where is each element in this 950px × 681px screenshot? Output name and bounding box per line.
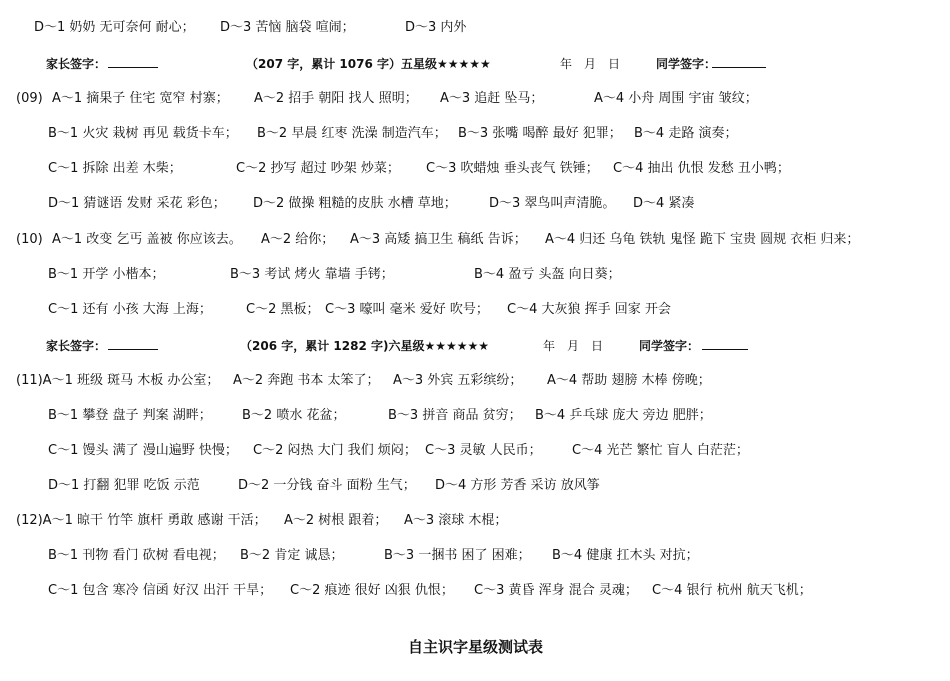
entry-a4: A～4 帮助 翅膀 木棒 傍晚； [547,373,711,388]
entry-d2: D～2 做操 粗糙的皮肤 水槽 草地； [253,196,457,211]
entry-b2: B～2 早晨 红枣 洗澡 制造汽车； [257,126,447,141]
entry-c2: C～2 抄写 超过 吵架 炒菜； [236,161,400,176]
row-12-b [0,546,699,566]
signature-row-6star [0,336,700,356]
entry-a1: A～1 改变 乞丐 盖被 你应该去。 [52,232,242,247]
date-label: 年 月 日 [560,57,621,71]
entry-a3: A～3 追赶 坠马； [440,91,544,106]
entry-a2: A～2 树根 跟着； [284,513,388,528]
page-title [0,617,950,656]
row-09-b [0,124,738,144]
entry-b1: B～1 攀登 盘子 判案 湖畔； [48,408,212,423]
entry-a2: A～2 给你； [261,232,335,247]
row-11-d [0,476,600,496]
entry-b2: B～2 肯定 诚恳； [240,548,344,563]
entry-b4: B～4 走路 演奏； [634,126,738,141]
parent-sign-blank [108,54,158,74]
row-09-c [0,159,790,179]
peer-sign-label: 同学签字： [656,57,717,71]
row-12-a [0,511,508,531]
score-summary: （207 字，累计 1076 字）五星级★★★★★ [246,57,491,71]
entry-b4: B～4 乒乓球 庞大 旁边 肥胖； [535,408,712,423]
entry-c1: C～1 还有 小孩 大海 上海； [48,302,212,317]
entry-c4: C～4 大灰狼 挥手 回家 开会 [507,302,671,317]
peer-sign-blank [702,336,748,356]
entry-d3b: D～3 内外 [405,20,467,35]
entry-a3: A～3 高矮 搞卫生 稿纸 告诉； [350,232,527,247]
entry-d4: D～4 紧凑 [633,196,695,211]
entry-a2: A～2 奔跑 书本 太笨了； [233,373,380,388]
entry-a1: A～1 摘果子 住宅 宽窄 村寨； [52,91,229,106]
entry-a4: A～4 归还 乌龟 铁轨 鬼怪 跪下 宝贵 圆规 衣柜 归来； [545,232,860,247]
signature-row-5star [0,54,717,74]
entry-a2: A～2 招手 朝阳 找人 照明； [254,91,418,106]
entry-c3: C～3 灵敏 人民币； [425,443,542,458]
row-11-b [0,406,712,426]
row-d-prev [0,18,467,38]
entry-d3: D～3 翠鸟叫声清脆。 [489,196,616,211]
parent-sign-blank [108,336,158,356]
row-09-d [0,194,695,214]
entry-c2: C～2 痕迹 很好 凶狠 仇恨； [290,583,454,598]
entry-c1: C～1 馒头 满了 漫山遍野 快慢； [48,443,238,458]
entry-d1: D～1 打翻 犯罪 吃饭 示范 [48,478,200,493]
score-summary: （206 字，累计 1282 字)六星级★★★★★★ [240,339,490,353]
peer-sign-label: 同学签字： [639,339,700,353]
entry-c4: C～4 银行 杭州 航天飞机； [652,583,812,598]
entry-c2: C～2 闷热 大门 我们 烦闷； [253,443,417,458]
group-number: (10) [16,232,43,247]
group-number: (09) [16,91,43,106]
entry-d1: D～1 奶奶 无可奈何 耐心； [34,20,195,35]
entry-b1: B～1 开学 小楷本； [48,267,165,282]
date-label: 年 月 日 [543,339,604,353]
entry-a3: A～3 外宾 五彩缤纷； [393,373,523,388]
row-11-c [0,441,749,461]
entry-d4: D～4 方形 芳香 采访 放风筝 [435,478,600,493]
parent-sign-label: 家长签字： [46,57,107,71]
row-12-c [0,581,812,601]
entry-b3: B～3 张嘴 喝醉 最好 犯罪； [458,126,622,141]
entry-c4: C～4 抽出 仇恨 发愁 丑小鸭； [613,161,790,176]
entry-b4: B～4 盈亏 头盔 向日葵； [474,267,621,282]
entry-a1: (12)A～1 晾干 竹竿 旗杆 勇敢 感谢 干活； [16,513,267,528]
row-10-b [0,265,621,285]
entry-c3: C～3 黄昏 浑身 混合 灵魂； [474,583,638,598]
entry-b4: B～4 健康 扛木头 对抗； [552,548,699,563]
row-11-a [0,371,711,391]
entry-d1: D～1 猜谜语 发财 采花 彩色； [48,196,226,211]
entry-c4: C～4 光芒 繁忙 盲人 白茫茫； [572,443,749,458]
entry-c3: C～3 嚎叫 毫米 爱好 吹号； [325,302,489,317]
row-10-a [0,230,860,250]
entry-a1: (11)A～1 班级 斑马 木板 办公室； [16,373,220,388]
entry-c2: C～2 黑板； [246,302,320,317]
entry-d2: D～2 一分钱 奋斗 面粉 生气； [238,478,416,493]
entry-c1: C～1 拆除 出差 木柴； [48,161,182,176]
entry-b1: B～1 火灾 栽树 再见 载货卡车； [48,126,238,141]
entry-c1: C～1 包含 寒冷 信函 好汉 出汗 干旱； [48,583,273,598]
entry-b3: B～3 考试 烤火 靠墙 手铐； [230,267,394,282]
entry-a3: A～3 滚球 木棍； [404,513,508,528]
page-title-text: 自主识字星级测试表 [408,638,544,656]
entry-b2: B～2 喷水 花盆； [242,408,346,423]
entry-b1: B～1 刊物 看门 砍树 看电视； [48,548,225,563]
row-10-c [0,300,671,320]
parent-sign-label: 家长签字： [46,339,107,353]
entry-d3a: D～3 苦恼 脑袋 喧闹； [220,20,355,35]
peer-sign-blank [712,54,766,74]
entry-b3: B～3 一捆书 困了 困难； [384,548,531,563]
row-09-a [0,89,758,109]
entry-c3: C～3 吹蜡烛 垂头丧气 铁锤； [426,161,599,176]
entry-a4: A～4 小舟 周围 宇宙 皱纹； [594,91,758,106]
entry-b3: B～3 拼音 商品 贫穷； [388,408,522,423]
